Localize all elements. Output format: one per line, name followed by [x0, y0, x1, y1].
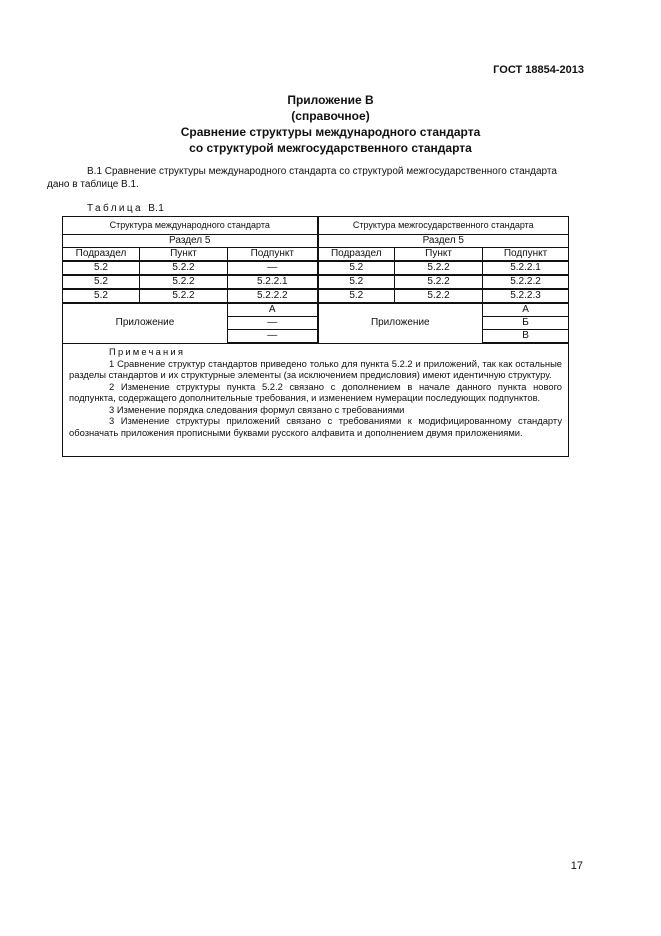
column-header: Подпункт	[483, 248, 569, 262]
table-caption	[87, 203, 164, 214]
table-caption-number: В.1	[148, 203, 165, 214]
table-cell: 5.2.2	[140, 261, 228, 275]
appendix-label-left: Приложение	[63, 303, 228, 343]
table-cell: 5.2	[318, 261, 395, 275]
appendix-subject-line-1: Сравнение структуры международного стандарта	[180, 125, 481, 139]
comparison-table	[62, 216, 569, 457]
left-section: Раздел 5	[63, 235, 318, 248]
table-cell: 5.2	[63, 289, 140, 303]
appendix-letter-right: А	[483, 303, 569, 317]
section-row	[63, 235, 569, 248]
appendix-subject-line-2: со структурой межгосударственного стандарта	[189, 141, 472, 155]
column-header: Пункт	[395, 248, 483, 262]
notes-cell	[63, 343, 569, 457]
appendix-letter-left: —	[228, 330, 318, 344]
appendix-letter-left: А	[228, 303, 318, 317]
appendix-letter-right: В	[483, 330, 569, 344]
table-cell: 5.2.2	[140, 275, 228, 289]
table-row	[63, 275, 569, 289]
note-item: 2 Изменение структуры пункта 5.2.2 связано с дополнением в начале данного пункта нового подпункта, содержащего дополнительные требования, и изменением нумерации последующих подпунктов.	[69, 380, 563, 403]
right-section: Раздел 5	[318, 235, 569, 248]
intro-text: В.1 Сравнение структуры международного стандарта со структурой межгосударственного стандарта дано в таблице В.1.	[47, 166, 557, 190]
table-cell: 5.2.2	[395, 261, 483, 275]
page-number: 17	[570, 860, 583, 872]
left-structure-header: Структура международного стандарта	[63, 217, 318, 235]
appendix-letter-right: Б	[483, 317, 569, 330]
appendix-letter-left: —	[228, 317, 318, 330]
intro-paragraph	[47, 165, 567, 191]
table-cell: 5.2	[318, 289, 395, 303]
table-cell: 5.2.2	[395, 289, 483, 303]
table-cell: 5.2	[318, 275, 395, 289]
column-header: Подраздел	[63, 248, 140, 262]
appendix-title: Приложение В	[287, 93, 374, 107]
table-header-row	[63, 217, 569, 235]
appendix-type: (справочное)	[291, 109, 370, 123]
note-item: 1 Сравнение структур стандартов приведено только для пункта 5.2.2 и приложений, так как остальные разделы стандартов и их структурные элементы (за исключением предисловия) имеют идентичную структуру.	[69, 357, 563, 380]
table-cell: 5.2.2	[395, 275, 483, 289]
column-header: Пункт	[140, 248, 228, 262]
appendix-heading	[0, 92, 661, 156]
right-structure-header: Структура межгосударственного стандарта	[318, 217, 569, 235]
notes-row	[63, 343, 569, 457]
table-cell: 5.2.2.1	[228, 275, 318, 289]
notes-title: Примечания	[109, 346, 186, 357]
table-row	[63, 289, 569, 303]
table-cell: 5.2.2	[140, 289, 228, 303]
table-cell: 5.2.2.1	[483, 261, 569, 275]
table-row	[63, 261, 569, 275]
table-cell: 5.2.2.3	[483, 289, 569, 303]
standard-code: ГОСТ 18854-2013	[493, 64, 584, 76]
appendix-row	[63, 303, 569, 317]
note-item: 3 Изменение порядка следования формул связано с требованиями	[109, 403, 405, 415]
appendix-label-right: Приложение	[318, 303, 483, 343]
table-caption-word: Таблица	[87, 203, 144, 214]
column-header-row	[63, 248, 569, 262]
table-cell: 5.2.2.2	[228, 289, 318, 303]
table-cell: 5.2	[63, 261, 140, 275]
table-cell: —	[228, 261, 318, 275]
note-item: 3 Изменение структуры приложений связано с требованиями к модифицированному стандарту обозначать приложения прописными буквами русского алфавита и дополнением двумя приложениями.	[69, 415, 563, 438]
table-cell: 5.2	[63, 275, 140, 289]
column-header: Подраздел	[318, 248, 395, 262]
column-header: Подпункт	[228, 248, 318, 262]
table-cell: 5.2.2.2	[483, 275, 569, 289]
